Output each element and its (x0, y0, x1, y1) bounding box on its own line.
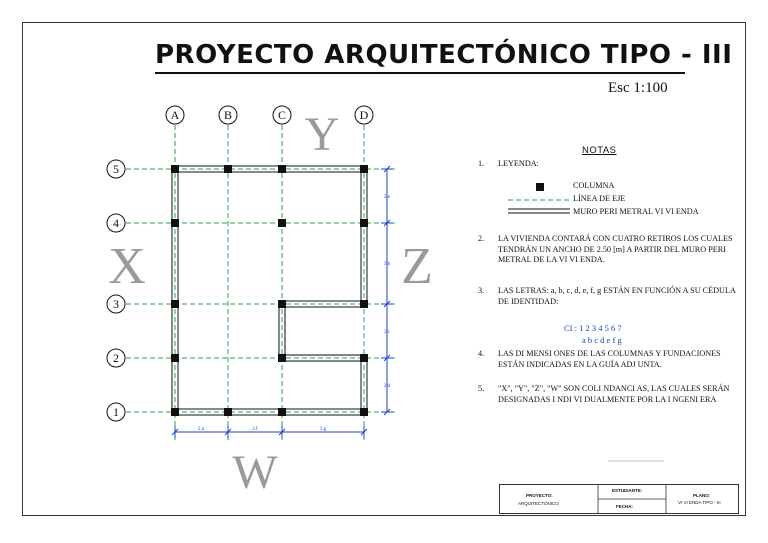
note-5-text: "X", "Y", "Z", "W" SON COLI NDANCI AS, LAS CUALES SERÁN DESIGNADAS I NDI VI DUALMENTE POR LA I NGENI ERA (498, 384, 730, 404)
column-C4 (278, 219, 286, 227)
tb-project-value: ARQUITECTÓNICO (518, 501, 559, 506)
column-D4 (360, 219, 368, 227)
tb-date-label: FECHA: (616, 504, 633, 509)
axis-label-B: B (223, 108, 233, 122)
ci-digits: CI : 1 2 3 4 5 6 7 (564, 323, 622, 333)
column-A4 (171, 219, 179, 227)
column-B5 (224, 165, 232, 173)
dim-h-3: 3.g (319, 427, 327, 432)
column-C3 (278, 300, 286, 308)
neighbor-right: Z (401, 238, 433, 295)
scale-label: Esc 1:100 (608, 80, 668, 96)
note-1-number: 1. (478, 159, 485, 168)
column-D3 (360, 300, 368, 308)
dim-v-3: 2.c (384, 330, 390, 335)
wall-inner (178, 172, 361, 409)
row-axis-lines (126, 169, 395, 412)
dim-v-4: 2.d (383, 384, 391, 389)
column-A2 (171, 354, 179, 362)
column-C1 (278, 408, 286, 416)
note-4-number: 4. (478, 349, 485, 358)
column-C2 (278, 354, 286, 362)
column-D5 (360, 165, 368, 173)
dim-h-1: 2.a (198, 427, 204, 432)
page-title: PROYECTO ARQUITECTÓNICO TIPO - III (155, 40, 733, 70)
dim-v-1: 2.e (384, 195, 390, 200)
tb-plan-value: VI VI ENDA TIPO - III (678, 500, 721, 505)
column-A1 (171, 408, 179, 416)
ci-letters: a b c d e f g (582, 335, 622, 345)
axis-label-C: C (277, 108, 287, 122)
note-2-text: LA VIVIENDA CONTARÁ CON CUATRO RETIROS LOS CUALES TENDRÁN UN ANCHO DE 2.50 [m] A PARTIR DEL MURO PERI METRAL DE LA VI VI ENDA. (498, 234, 733, 264)
neighbor-top: Y (304, 108, 340, 161)
axis-label-A: A (170, 108, 180, 122)
dim-h-2: 2.f (252, 427, 258, 432)
column-C5 (278, 165, 286, 173)
note-1-text: LEYENDA: (498, 159, 539, 168)
axis-label-4: 4 (113, 216, 119, 230)
neighbor-bottom: W (232, 446, 278, 499)
axis-label-3: 3 (113, 297, 119, 311)
note-5-number: 5. (478, 384, 485, 393)
column-A3 (171, 300, 179, 308)
axis-label-5: 5 (113, 162, 119, 176)
tb-project-label: PROYECTO: (526, 493, 553, 498)
columns (171, 165, 368, 416)
vertical-dimensions (381, 166, 393, 415)
column-D1 (360, 408, 368, 416)
note-3-text: LAS LETRAS: a, b, c, d, e, f, g ESTÁN EN FUNCIÓN A SU CÉDULA DE IDENTIDAD: (498, 286, 736, 306)
notes-title: NOTAS (582, 145, 617, 156)
column-A5 (171, 165, 179, 173)
tb-plan-label: PLANO: (693, 493, 711, 498)
dim-v-2: 3.b (383, 262, 391, 267)
perimeter-walls (172, 166, 367, 415)
note-2-number: 2. (478, 234, 485, 243)
column-B1 (224, 408, 232, 416)
column-D2 (360, 354, 368, 362)
legend-column-symbol (536, 183, 544, 191)
legend-wall-label: MURO PERI METRAL VI VI ENDA (573, 207, 699, 216)
wall-outer (172, 166, 367, 415)
column-axis-bubbles (166, 106, 373, 124)
legend-column-label: COLUMNA (573, 181, 615, 190)
note-4-text: LAS DI MENSI ONES DE LAS COLUMNAS Y FUNDACIONES ESTÁN INDICADAS EN LA GUÍA ADJ UNTA. (498, 349, 721, 369)
legend-axis-label: LÍNEA DE EJE (573, 194, 626, 203)
title-block (499, 484, 739, 514)
tb-student-label: ESTUDIANTE: (612, 488, 643, 493)
neighbor-left: X (108, 238, 146, 295)
axis-label-D: D (359, 108, 369, 122)
axis-label-1: 1 (113, 405, 119, 419)
axis-label-2: 2 (113, 351, 119, 365)
note-3-number: 3. (478, 286, 485, 295)
